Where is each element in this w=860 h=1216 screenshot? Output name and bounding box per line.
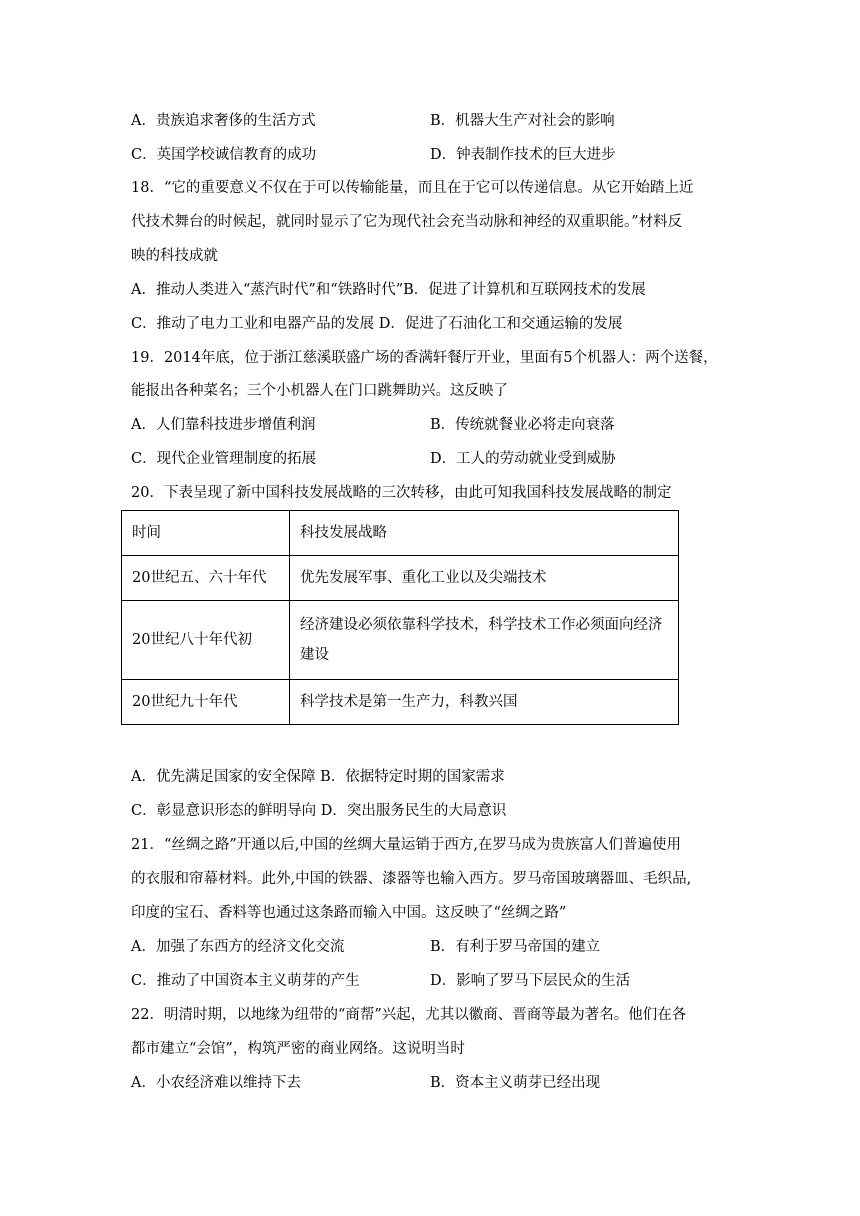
q18-options-ab: A．推动人类进入“蒸汽时代”和“铁路时代”B．促进了计算机和互联网技术的发展 xyxy=(131,282,646,298)
q19-option-a: A．人们靠科技进步增值利润 xyxy=(131,417,316,433)
table-row xyxy=(122,601,679,680)
q20-options-cd: C．彰显意识形态的鲜明导向 D．突出服务民生的大局意识 xyxy=(131,803,507,819)
q18-stem-line-3: 映的科技成就 xyxy=(131,248,218,264)
table-header-row xyxy=(122,511,679,556)
q19-option-b: B．传统就餐业必将走向衰落 xyxy=(430,417,615,433)
q22-option-b: B．资本主义萌芽已经出现 xyxy=(430,1075,601,1091)
q18-options-cd: C．推动了电力工业和电器产品的发展 D．促进了石油化工和交通运输的发展 xyxy=(131,316,623,332)
q21-stem-line-1: 21．“丝绸之路”开通以后,中国的丝绸大量运销于西方,在罗马成为贵族富人们普遍使用 xyxy=(131,837,681,853)
q19-option-c: C．现代企业管理制度的拓展 xyxy=(131,451,317,467)
table-row xyxy=(122,556,679,601)
q17-option-c: C．英国学校诚信教育的成功 xyxy=(131,147,317,163)
q22-stem-line-1: 22．明清时期，以地缘为纽带的“商帮”兴起，尤其以徽商、晋商等最为著名。他们在各 xyxy=(131,1007,687,1023)
table-cell-time: 20世纪九十年代 xyxy=(122,680,290,725)
q20-stem: 20．下表呈现了新中国科技发展战略的三次转移，由此可知我国科技发展战略的制定 xyxy=(131,485,672,501)
q21-option-a: A．加强了东西方的经济文化交流 xyxy=(131,939,345,955)
strategy-table xyxy=(121,510,679,725)
q21-option-d: D．影响了罗马下层民众的生活 xyxy=(430,973,631,989)
q17-option-d: D．钟表制作技术的巨大进步 xyxy=(430,147,616,163)
q17-option-b: B．机器大生产对社会的影响 xyxy=(430,113,615,129)
q19-stem-line-2: 能报出各种菜名；三个小机器人在门口跳舞助兴。这反映了 xyxy=(131,383,508,399)
q21-stem-line-2: 的衣服和帘幕材料。此外,中国的铁器、漆器等也输入西方。罗马帝国玻璃器皿、毛织品, xyxy=(131,871,692,887)
table-cell-time: 20世纪八十年代初 xyxy=(122,601,290,680)
q19-option-d: D．工人的劳动就业受到威胁 xyxy=(430,451,616,467)
q22-stem-line-2: 都市建立“会馆”，构筑严密的商业网络。这说明当时 xyxy=(131,1041,465,1057)
q19-stem-line-1: 19．2014年底，位于浙江慈溪联盛广场的香满轩餐厅开业，里面有5个机器人：两个送餐， xyxy=(131,350,718,366)
q18-stem-line-2: 代技术舞台的时候起，就同时显示了它为现代社会充当动脉和神经的双重职能。”材料反 xyxy=(131,214,683,230)
table-cell-strategy: 科学技术是第一生产力，科教兴国 xyxy=(290,680,679,725)
q21-stem-line-3: 印度的宝石、香料等也通过这条路而输入中国。这反映了“丝绸之路” xyxy=(131,905,567,921)
table-header-strategy: 科技发展战略 xyxy=(290,511,679,556)
q21-option-c: C．推动了中国资本主义萌芽的产生 xyxy=(131,973,360,989)
q17-option-a: A．贵族追求奢侈的生活方式 xyxy=(131,113,316,129)
q18-stem-line-1: 18．“它的重要意义不仅在于可以传输能量，而且在于它可以传递信息。从它开始踏上近 xyxy=(131,180,694,196)
q22-option-a: A．小农经济难以维持下去 xyxy=(131,1075,301,1091)
table-cell-strategy: 优先发展军事、重化工业以及尖端技术 xyxy=(290,556,679,601)
table-header-time: 时间 xyxy=(122,511,290,556)
table-cell-strategy: 经济建设必须依靠科学技术，科学技术工作必须面向经济建设 xyxy=(290,601,679,680)
table-cell-time: 20世纪五、六十年代 xyxy=(122,556,290,601)
table-row xyxy=(122,680,679,725)
q20-options-ab: A．优先满足国家的安全保障 B．依据特定时期的国家需求 xyxy=(131,769,505,785)
q21-option-b: B．有利于罗马帝国的建立 xyxy=(430,939,601,955)
